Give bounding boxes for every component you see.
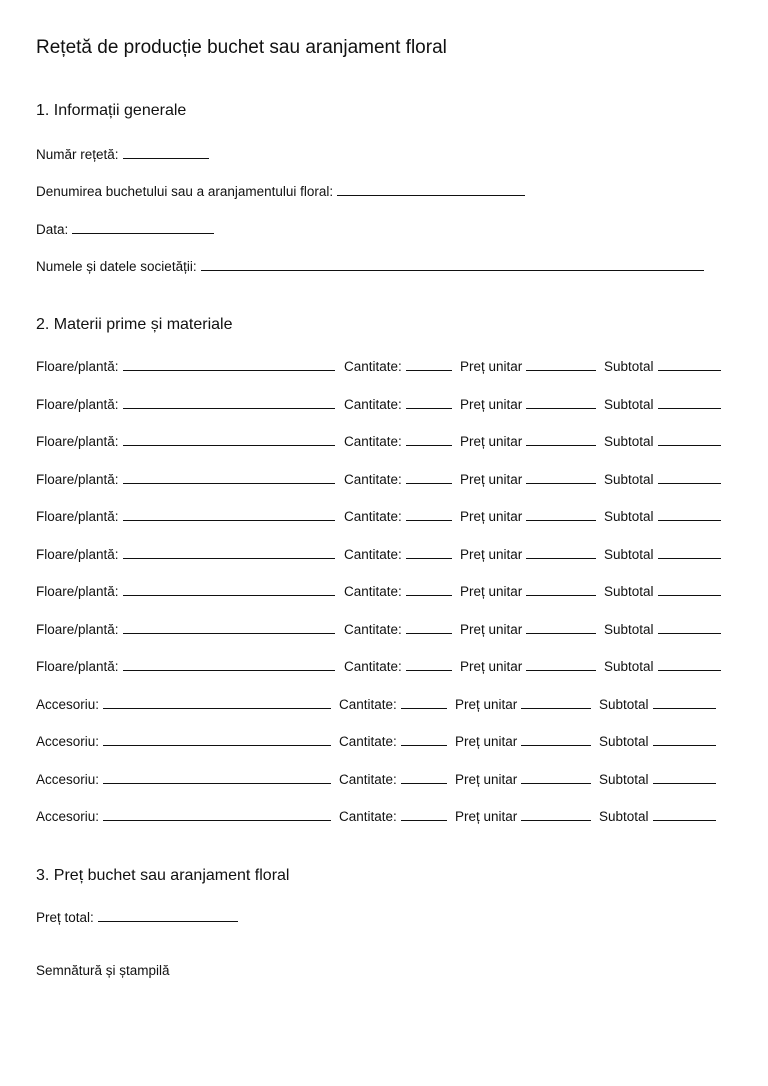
- subtotal-label: Subtotal: [604, 359, 654, 374]
- subtotal-label: Subtotal: [599, 771, 649, 787]
- field-pret-total-input[interactable]: [98, 907, 238, 922]
- cantitate-input[interactable]: [401, 694, 447, 709]
- subtotal-group: [604, 431, 721, 449]
- cantitate-label: Cantitate:: [344, 584, 402, 599]
- material-row: [36, 356, 654, 374]
- field-numar-reteta-input[interactable]: [123, 144, 209, 159]
- subtotal-group: [604, 506, 721, 524]
- subtotal-group: [599, 769, 716, 787]
- cantitate-label: Cantitate:: [344, 659, 402, 674]
- subtotal-input[interactable]: [658, 356, 721, 371]
- item-name-input[interactable]: [103, 769, 331, 784]
- subtotal-group: [604, 581, 721, 599]
- cantitate-label: Cantitate:: [339, 696, 397, 712]
- pret-unitar-input[interactable]: [521, 806, 591, 821]
- pret-unitar-label: Preț unitar: [460, 546, 523, 562]
- material-row: [36, 769, 649, 787]
- field-data-input[interactable]: [72, 219, 214, 234]
- subtotal-group: [604, 469, 721, 487]
- field-societate-label: Numele și datele societății:: [36, 259, 197, 274]
- subtotal-label: Subtotal: [604, 584, 654, 599]
- subtotal-input[interactable]: [658, 431, 721, 446]
- subtotal-label: Subtotal: [599, 809, 649, 824]
- pret-unitar-group: [455, 769, 591, 787]
- subtotal-group: [599, 806, 716, 824]
- subtotal-input[interactable]: [658, 469, 721, 484]
- item-name-input[interactable]: [123, 506, 335, 521]
- pret-unitar-input[interactable]: [526, 431, 596, 446]
- pret-unitar-label: Preț unitar: [460, 434, 523, 449]
- cantitate-label: Cantitate:: [344, 546, 402, 562]
- pret-unitar-input[interactable]: [526, 506, 596, 521]
- cantitate-label: Cantitate:: [344, 359, 402, 374]
- pret-unitar-input[interactable]: [526, 619, 596, 634]
- pret-unitar-group: [455, 731, 591, 749]
- floare-label: Floare/plantă:: [36, 659, 119, 674]
- cantitate-group: [339, 694, 447, 712]
- material-row: [36, 431, 654, 449]
- subtotal-group: [599, 731, 716, 749]
- pret-unitar-input[interactable]: [526, 656, 596, 671]
- cantitate-group: [344, 431, 452, 449]
- subtotal-input[interactable]: [653, 769, 716, 784]
- field-numar-reteta: [36, 144, 209, 162]
- pret-unitar-label: Preț unitar: [455, 771, 518, 787]
- accesoriu-label: Accesoriu:: [36, 734, 100, 749]
- subtotal-input[interactable]: [658, 506, 721, 521]
- subtotal-label: Subtotal: [604, 434, 654, 449]
- cantitate-label: Cantitate:: [344, 509, 402, 524]
- floare-label: Floare/plantă:: [36, 584, 119, 599]
- item-name-input[interactable]: [123, 619, 335, 634]
- subtotal-input[interactable]: [658, 581, 721, 596]
- pret-unitar-group: [460, 431, 596, 449]
- cantitate-group: [344, 394, 452, 412]
- item-name-input[interactable]: [123, 356, 335, 371]
- field-denumire-label: Denumirea buchetului sau a aranjamentului floral:: [36, 184, 334, 199]
- material-row: [36, 619, 654, 637]
- cantitate-group: [344, 581, 452, 599]
- pret-unitar-label: Preț unitar: [455, 809, 518, 824]
- floare-label: Floare/plantă:: [36, 546, 119, 562]
- subtotal-input[interactable]: [658, 394, 721, 409]
- subtotal-input[interactable]: [658, 656, 721, 671]
- signature-label: Semnătură și ștampilă: [36, 963, 170, 978]
- item-name-input[interactable]: [123, 581, 335, 596]
- cantitate-label: Cantitate:: [339, 734, 397, 749]
- item-name-input[interactable]: [103, 694, 331, 709]
- subtotal-label: Subtotal: [604, 546, 654, 562]
- subtotal-label: Subtotal: [604, 396, 654, 412]
- floare-label: Floare/plantă:: [36, 509, 119, 524]
- subtotal-group: [604, 656, 721, 674]
- cantitate-group: [344, 469, 452, 487]
- pret-unitar-group: [460, 469, 596, 487]
- pret-unitar-group: [460, 356, 596, 374]
- accesoriu-label: Accesoriu:: [36, 809, 100, 824]
- cantitate-group: [344, 356, 452, 374]
- cantitate-input[interactable]: [406, 619, 452, 634]
- pret-unitar-label: Preț unitar: [460, 584, 523, 599]
- field-denumire-input[interactable]: [337, 181, 525, 196]
- field-numar-reteta-label: Număr rețetă:: [36, 147, 119, 162]
- subtotal-label: Subtotal: [599, 734, 649, 749]
- pret-unitar-input[interactable]: [526, 356, 596, 371]
- subtotal-group: [604, 544, 721, 562]
- pret-unitar-label: Preț unitar: [455, 696, 518, 712]
- page-title: Rețetă de producție buchet sau aranjament floral: [36, 37, 447, 58]
- floare-label: Floare/plantă:: [36, 434, 119, 449]
- floare-label: Floare/plantă:: [36, 621, 119, 637]
- cantitate-input[interactable]: [406, 506, 452, 521]
- item-name-input[interactable]: [123, 431, 335, 446]
- subtotal-label: Subtotal: [599, 696, 649, 712]
- accesoriu-label: Accesoriu:: [36, 771, 100, 787]
- subtotal-label: Subtotal: [604, 659, 654, 674]
- material-row: [36, 469, 654, 487]
- item-name-input[interactable]: [103, 806, 331, 821]
- material-row: [36, 544, 654, 562]
- pret-unitar-group: [460, 394, 596, 412]
- material-row: [36, 506, 654, 524]
- floare-label: Floare/plantă:: [36, 359, 119, 374]
- cantitate-label: Cantitate:: [339, 771, 397, 787]
- pret-unitar-input[interactable]: [526, 469, 596, 484]
- subtotal-label: Subtotal: [604, 471, 654, 487]
- cantitate-label: Cantitate:: [344, 434, 402, 449]
- field-denumire: [36, 181, 525, 199]
- subtotal-input[interactable]: [653, 731, 716, 746]
- pret-unitar-label: Preț unitar: [460, 621, 523, 637]
- pret-unitar-group: [460, 544, 596, 562]
- item-name-input[interactable]: [123, 544, 335, 559]
- field-pret-total: [36, 907, 238, 925]
- floare-label: Floare/plantă:: [36, 396, 119, 412]
- section-3-heading: 3. Preț buchet sau aranjament floral: [36, 867, 290, 884]
- pret-unitar-input[interactable]: [526, 581, 596, 596]
- pret-unitar-group: [460, 506, 596, 524]
- cantitate-group: [339, 806, 447, 824]
- cantitate-input[interactable]: [406, 431, 452, 446]
- material-row: [36, 694, 649, 712]
- subtotal-group: [604, 394, 721, 412]
- pret-unitar-input[interactable]: [521, 694, 591, 709]
- subtotal-group: [604, 356, 721, 374]
- field-data: [36, 219, 214, 237]
- pret-unitar-group: [455, 806, 591, 824]
- cantitate-label: Cantitate:: [344, 471, 402, 487]
- pret-unitar-label: Preț unitar: [460, 471, 523, 487]
- cantitate-group: [339, 731, 447, 749]
- material-row: [36, 806, 649, 824]
- subtotal-input[interactable]: [658, 544, 721, 559]
- field-societate: [36, 256, 704, 274]
- cantitate-label: Cantitate:: [339, 809, 397, 824]
- material-row: [36, 731, 649, 749]
- cantitate-input[interactable]: [406, 544, 452, 559]
- pret-unitar-input[interactable]: [521, 769, 591, 784]
- section-2-heading: 2. Materii prime și materiale: [36, 316, 233, 333]
- pret-unitar-label: Preț unitar: [460, 396, 523, 412]
- material-row: [36, 656, 654, 674]
- cantitate-input[interactable]: [406, 656, 452, 671]
- pret-unitar-group: [460, 619, 596, 637]
- subtotal-group: [599, 694, 716, 712]
- pret-unitar-group: [460, 656, 596, 674]
- cantitate-input[interactable]: [406, 394, 452, 409]
- pret-unitar-label: Preț unitar: [460, 659, 523, 674]
- pret-unitar-input[interactable]: [526, 394, 596, 409]
- accesoriu-label: Accesoriu:: [36, 696, 100, 712]
- subtotal-input[interactable]: [653, 806, 716, 821]
- cantitate-group: [344, 506, 452, 524]
- item-name-input[interactable]: [123, 656, 335, 671]
- pret-unitar-input[interactable]: [526, 544, 596, 559]
- cantitate-input[interactable]: [401, 769, 447, 784]
- material-row: [36, 581, 654, 599]
- pret-unitar-input[interactable]: [521, 731, 591, 746]
- cantitate-group: [344, 544, 452, 562]
- section-1-heading: 1. Informații generale: [36, 102, 187, 119]
- field-pret-total-label: Preț total:: [36, 910, 94, 925]
- subtotal-label: Subtotal: [604, 621, 654, 637]
- field-data-label: Data:: [36, 222, 69, 237]
- pret-unitar-group: [460, 581, 596, 599]
- field-societate-input[interactable]: [201, 256, 704, 271]
- cantitate-group: [344, 656, 452, 674]
- cantitate-label: Cantitate:: [344, 396, 402, 412]
- pret-unitar-group: [455, 694, 591, 712]
- cantitate-input[interactable]: [406, 469, 452, 484]
- cantitate-label: Cantitate:: [344, 621, 402, 637]
- item-name-input[interactable]: [123, 469, 335, 484]
- subtotal-label: Subtotal: [604, 509, 654, 524]
- floare-label: Floare/plantă:: [36, 471, 119, 487]
- subtotal-input[interactable]: [658, 619, 721, 634]
- item-name-input[interactable]: [123, 394, 335, 409]
- cantitate-input[interactable]: [401, 731, 447, 746]
- pret-unitar-label: Preț unitar: [460, 359, 523, 374]
- material-row: [36, 394, 654, 412]
- cantitate-input[interactable]: [401, 806, 447, 821]
- subtotal-input[interactable]: [653, 694, 716, 709]
- pret-unitar-label: Preț unitar: [455, 734, 518, 749]
- subtotal-group: [604, 619, 721, 637]
- pret-unitar-label: Preț unitar: [460, 509, 523, 524]
- cantitate-input[interactable]: [406, 356, 452, 371]
- cantitate-group: [344, 619, 452, 637]
- cantitate-input[interactable]: [406, 581, 452, 596]
- cantitate-group: [339, 769, 447, 787]
- item-name-input[interactable]: [103, 731, 331, 746]
